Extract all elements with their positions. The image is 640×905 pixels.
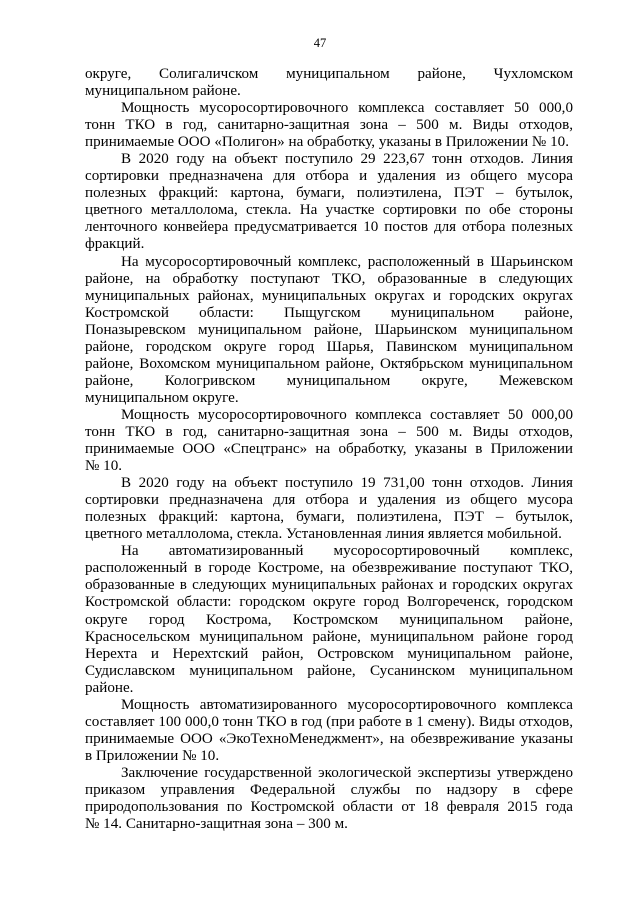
text-line: образованные в следующих муниципальных районах и городских округах [85, 577, 573, 594]
text-line: округе, Солигаличском муниципальном районе, Чухломском [85, 66, 573, 82]
text-line: Костромской области: городском округе город Волгореченск, городском [85, 594, 573, 611]
text-line: принимаемые ООО «Полигон» на обработку, указаны в Приложении № 10. [85, 134, 569, 151]
text-line: цветного металлолома, стекла. На участке сортировки по обе стороны [85, 202, 573, 219]
text-line: тонн ТКО в год, санитарно-защитная зона – 500 м. Виды отходов, [85, 117, 573, 134]
text-line: Мощность мусоросортировочного комплекса составляет 50 000,0 [121, 100, 573, 117]
text-line: районе, Кологривском муниципальном округе, Межевском [85, 372, 573, 389]
paragraph [85, 100, 573, 151]
paragraph [85, 66, 573, 100]
text-line: цветного металлолома, стекла. Установленная линия является мобильной. [85, 526, 562, 543]
text-line: В 2020 году на объект поступило 19 731,00 тонн отходов. Линия [121, 475, 573, 492]
text-line: муниципальном округе. [85, 389, 239, 406]
text-line: районе, Вохомском муниципальном районе, Октябрьском муниципальном [85, 355, 573, 372]
text-line: В 2020 году на объект поступило 29 223,67 тонн отходов. Линия [121, 151, 573, 168]
text-line: № 14. Санитарно-защитная зона – 300 м. [85, 816, 348, 833]
text-line: На автоматизированный мусоросортировочный комплекс, [121, 543, 573, 560]
text-line: полезных фракций: картона, бумаги, полиэтилена, ПЭТ – бутылок, [85, 509, 573, 526]
text-line: Судиславском муниципальном районе, Сусанинском муниципальном [85, 662, 573, 679]
text-line: приказом управления Федеральной службы по надзору в сфере [85, 781, 573, 798]
text-line: районе, на обработку поступают ТКО, образованные в следующих [85, 270, 573, 287]
text-line: составляет 100 000,0 тонн ТКО в год (при работе в 1 смену). Виды отходов, [85, 713, 573, 730]
page-number: 47 [313, 36, 327, 50]
paragraph [85, 475, 573, 543]
text-line: муниципальных районах, муниципальных округах и городских округах [85, 287, 573, 304]
paragraph [85, 765, 573, 833]
text-line: расположенный в городе Костроме, на обезвреживание поступают ТКО, [85, 560, 573, 577]
text-line: № 10. [85, 458, 123, 475]
text-line: Нерехта и Нерехтский район, Островском муниципальном районе, [85, 645, 573, 662]
paragraph [85, 254, 573, 407]
text-line: районе, городском округе город Шарья, Павинском муниципальном [85, 338, 573, 355]
text-line: тонн ТКО в год, санитарно-защитная зона – 500 м. Виды отходов, [85, 423, 573, 440]
document-body [85, 66, 573, 833]
paragraph [85, 151, 573, 253]
paragraph [85, 697, 573, 765]
text-line: На мусоросортировочный комплекс, расположенный в Шарьинском [121, 253, 573, 270]
paragraph [85, 407, 573, 475]
text-line: районе. [85, 679, 134, 696]
text-line: сортировки предназначена для отбора и удаления из общего мусора [85, 492, 573, 509]
text-line: природопользования по Костромской области от 18 февраля 2015 года [85, 799, 573, 816]
text-line: Поназыревском муниципальном районе, Шарьинском муниципальном [85, 321, 573, 338]
text-line: муниципальном районе. [85, 83, 241, 100]
text-line: Красносельском муниципальном районе, муниципальном районе город [85, 628, 573, 645]
text-line: полезных фракций: картона, бумаги, полиэтилена, ПЭТ – бутылок, [85, 185, 573, 202]
text-line: округе город Кострома, Костромском муниципальном районе, [85, 611, 573, 628]
paragraph [85, 543, 573, 696]
text-line: сортировки предназначена для отбора и удаления из общего мусора [85, 168, 573, 185]
text-line: ленточного конвейера предусматривается 10 постов для отбора полезных [85, 219, 573, 236]
text-line: Мощность автоматизированного мусоросортировочного комплекса [121, 696, 573, 713]
text-line: Костромской области: Пыщугском муниципальном районе, [85, 304, 573, 321]
text-line: принимаемые ООО «ЭкоТехноМенеджмент», на обезвреживание указаны [85, 730, 573, 747]
text-line: фракций. [85, 236, 145, 253]
text-line: принимаемые ООО «Спецтранс» на обработку, указаны в Приложении [85, 441, 573, 458]
text-line: в Приложении № 10. [85, 747, 220, 764]
text-line: Заключение государственной экологической экспертизы утверждено [121, 764, 573, 781]
text-line: Мощность мусоросортировочного комплекса составляет 50 000,00 [121, 406, 573, 423]
